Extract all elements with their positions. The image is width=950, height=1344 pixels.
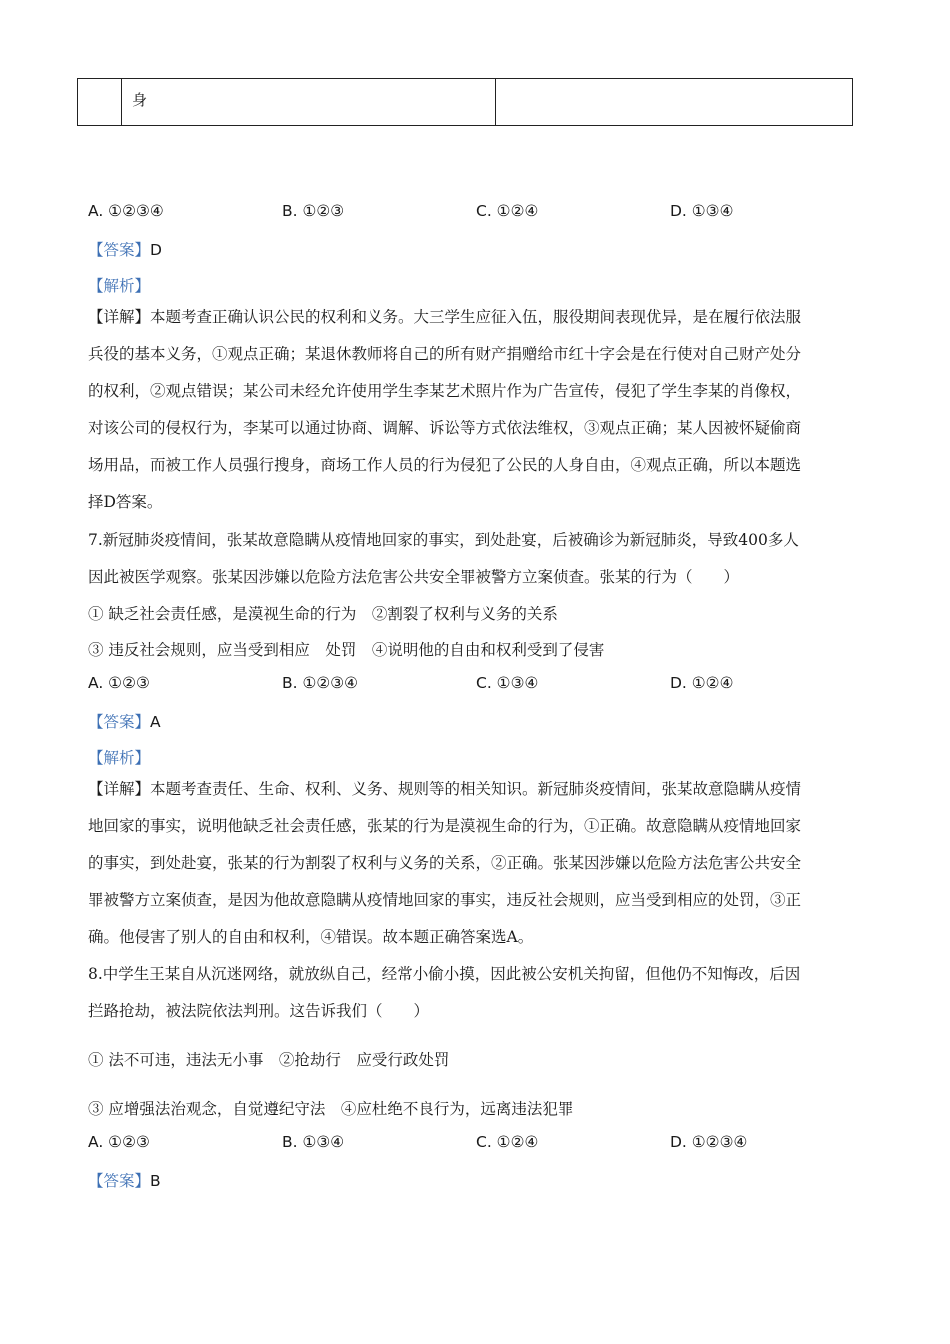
q6-detail bbox=[88, 299, 863, 521]
table-fragment bbox=[77, 78, 853, 126]
detail-line: 【详解】本题考查正确认识公民的权利和义务。大三学生应征入伍，服役期间表现优异，是在履行依法服 bbox=[88, 308, 802, 326]
q8-option-c: C. ①②④ bbox=[476, 1133, 539, 1151]
q6-option-c: C. ①②④ bbox=[476, 202, 539, 220]
q8-options bbox=[88, 1133, 888, 1157]
q7-statement-1: ① 缺乏社会责任感，是漠视生命的行为 ②割裂了权利与义务的关系 bbox=[88, 605, 558, 623]
detail-line: 对该公司的侵权行为，李某可以通过协商、调解、诉讼等方式依法维权，③观点正确；某人因被怀疑偷商 bbox=[88, 419, 802, 437]
q7-answer bbox=[88, 710, 161, 732]
answer-tag: 【答案】 bbox=[88, 241, 151, 259]
q8-statement-1: ① 法不可违，违法无小事 ②抢劫行 应受行政处罚 bbox=[88, 1051, 450, 1069]
q6-option-d: D. ①③④ bbox=[670, 202, 734, 220]
detail-line: 罪被警方立案侦查，是因为他故意隐瞒从疫情地回家的事实，违反社会规则，应当受到相应的处罚，③正 bbox=[88, 891, 802, 909]
q6-option-b: B. ①②③ bbox=[282, 202, 345, 220]
q8-answer bbox=[88, 1169, 161, 1191]
detail-line: 地回家的事实，说明他缺乏社会责任感，张某的行为是漠视生命的行为，①正确。故意隐瞒从疫情地回家 bbox=[88, 817, 802, 835]
stem-line: 拦路抢劫，被法院依法判刑。这告诉我们（ ） bbox=[88, 1002, 430, 1020]
q7-statement-2: ③ 违反社会规则，应当受到相应 处罚 ④说明他的自由和权利受到了侵害 bbox=[88, 641, 605, 659]
table-cell-empty bbox=[496, 79, 852, 125]
stem-line: 因此被医学观察。张某因涉嫌以危险方法危害公共安全罪被警方立案侦查。张某的行为（ ） bbox=[88, 568, 740, 586]
q8-option-a: A. ①②③ bbox=[88, 1133, 150, 1151]
q7-option-b: B. ①②③④ bbox=[282, 674, 359, 692]
q6-option-a: A. ①②③④ bbox=[88, 202, 164, 220]
stem-line: 8.中学生王某自从沉迷网络，就放纵自己，经常小偷小摸，因此被公安机关拘留，但他仍不知悔改，后因 bbox=[88, 965, 801, 983]
table-cell-index bbox=[78, 79, 122, 125]
q8-option-d: D. ①②③④ bbox=[670, 1133, 748, 1151]
detail-line: 的事实，到处赴宴，张某的行为割裂了权利与义务的关系，②正确。张某因涉嫌以危险方法危害公共安全 bbox=[88, 854, 802, 872]
detail-line: 确。他侵害了别人的自由和权利，④错误。故本题正确答案选A。 bbox=[88, 928, 534, 946]
detail-line: 【详解】本题考查责任、生命、权利、义务、规则等的相关知识。新冠肺炎疫情间，张某故意隐瞒从疫情 bbox=[88, 780, 802, 798]
q8-statement-2: ③ 应增强法治观念，自觉遵纪守法 ④应杜绝不良行为，远离违法犯罪 bbox=[88, 1100, 574, 1118]
stem-line: 7.新冠肺炎疫情间，张某故意隐瞒从疫情地回家的事实，到处赴宴，后被确诊为新冠肺炎，导致400多人 bbox=[88, 531, 799, 549]
detail-line: 的权利，②观点错误；某公司未经允许使用学生李某艺术照片作为广告宣传，侵犯了学生李某的肖像权， bbox=[88, 382, 802, 400]
table-cell-text: 身 bbox=[122, 79, 496, 125]
detail-line: 场用品，而被工作人员强行搜身，商场工作人员的行为侵犯了公民的人身自由，④观点正确，所以本题选 bbox=[88, 456, 802, 474]
detail-line: 择D答案。 bbox=[88, 493, 163, 511]
answer-value: D bbox=[150, 241, 162, 259]
q7-options bbox=[88, 674, 888, 698]
q6-analysis-tag: 【解析】 bbox=[88, 277, 151, 295]
q8-option-b: B. ①③④ bbox=[282, 1133, 345, 1151]
answer-tag: 【答案】 bbox=[88, 713, 151, 731]
answer-value: B bbox=[150, 1172, 161, 1190]
q6-options bbox=[88, 202, 888, 226]
q7-option-d: D. ①②④ bbox=[670, 674, 734, 692]
q7-detail bbox=[88, 771, 863, 956]
q7-stem bbox=[88, 522, 863, 596]
q7-option-c: C. ①③④ bbox=[476, 674, 539, 692]
detail-line: 兵役的基本义务，①观点正确；某退休教师将自己的所有财产捐赠给市红十字会是在行使对自己财产处分 bbox=[88, 345, 802, 363]
answer-tag: 【答案】 bbox=[88, 1172, 151, 1190]
q8-stem bbox=[88, 956, 863, 1030]
q6-answer bbox=[88, 238, 162, 260]
q7-analysis-tag: 【解析】 bbox=[88, 749, 151, 767]
answer-value: A bbox=[150, 713, 161, 731]
q7-option-a: A. ①②③ bbox=[88, 674, 150, 692]
